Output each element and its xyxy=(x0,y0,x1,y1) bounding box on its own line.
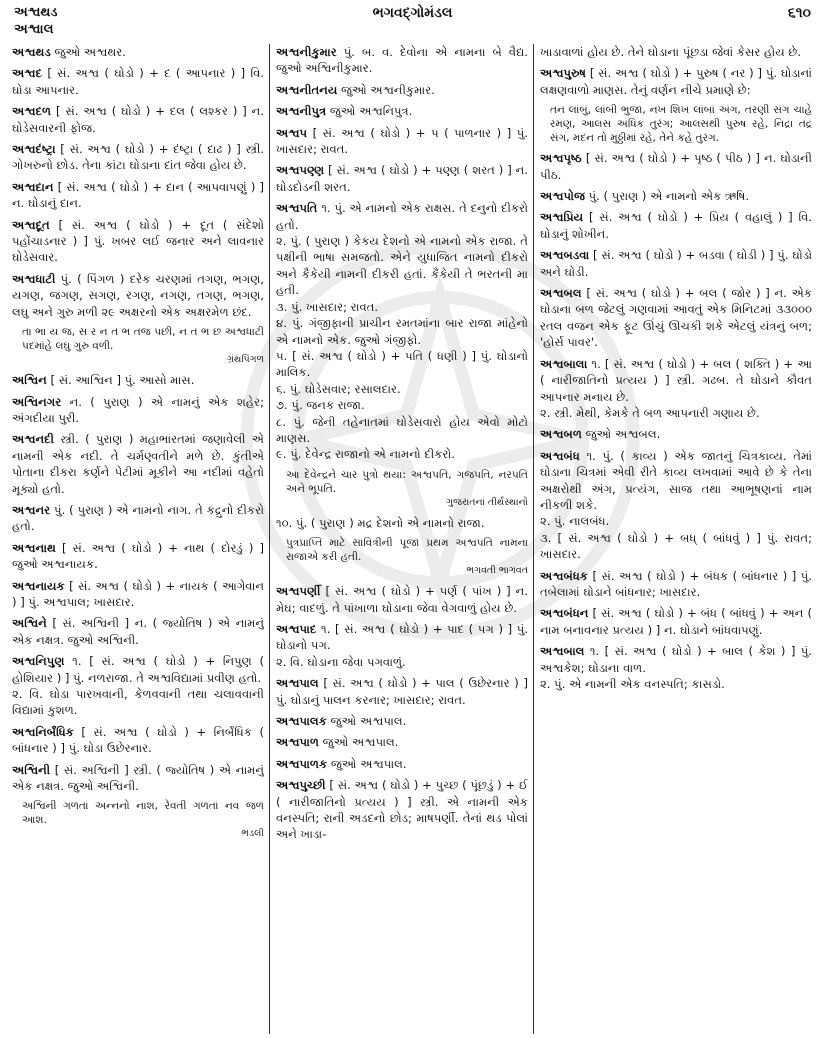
entry-headword: અશ્વબંધ xyxy=(540,448,580,463)
entry-headword: અશ્વધાટી xyxy=(12,271,56,286)
entry-headword: અશ્વનીકુમાર xyxy=(276,45,337,59)
dictionary-entry xyxy=(12,65,264,98)
entry-headword: અશ્વનદી xyxy=(12,432,54,447)
dictionary-entry xyxy=(540,65,812,98)
entry-definition: પું. બ. વ. દેવોના એ નામના બે વૈદ્ય. જુઓ અશ્વિનીકુમાર. xyxy=(276,45,528,76)
entry-definition: [ સં. અશ્વ ( ઘોડો ) + પ્રિય ( વહાલું ) ] વિ. ઘોડાનું શોખીન. xyxy=(540,210,812,241)
entry-definition: ન. ( પુરાણ ) એ નામનું એક શહેર; અંગદીયા પુરી. xyxy=(12,394,264,425)
entry-definition: [ સં. અશ્વ ( ઘોડો ) + નાયક ( આગેવાન ) ] પું. અશ્વપાલ; ખાસદાર. xyxy=(12,578,264,609)
entry-definition: ૧. [ સં. અશ્વ ( ઘોડો ) + બાલ ( કેશ ) ] પું. અશ્વકેશ; ઘોડાના વાળ. ૨. પું. એ નામની એક વનસ્પતિ; કાસડો. xyxy=(540,644,812,691)
entry-headword: અશ્વપણ્ણ xyxy=(276,163,325,178)
entry-definition: ૧. [ સં. અશ્વ ( ઘોડો ) + નિપુણ ( હોશિયાર ) ] પું. નળરાજા. તે અશ્વવિદ્યામાં પ્રવીણ હતો. ૨. વિ. ઘોડા પારખવાની, કેળવવાની તથા ચલાવવાની વિદ્યામાં કુશળ. xyxy=(12,654,264,718)
dictionary-entry xyxy=(12,578,264,611)
column-3 xyxy=(540,44,812,1034)
entry-definition: પું. ( પુરાણ ) એ નામનો નાગ. તે કદ્રુનો દીકરો હતો. xyxy=(12,502,264,534)
quotation-text: આ દેવેન્દ્રને ચાર પુત્રો થયા: અશ્વપતિ, ગજપતિ, નરપતિ અને ભૂપતિ. xyxy=(286,468,528,495)
entry-definition: પું. ( પિંગળ ) દરેક ચરણમાં તગણ, ભગણ, યગણ, જગણ, સગણ, રગણ, નગણ, તગણ, ભગણ, લઘુ અને ગુરુ મળી ૨૯ અક્ષરનો એક અક્ષરમેળ છંદ. xyxy=(12,271,264,319)
dictionary-entry xyxy=(276,621,528,670)
entry-definition: [ સં. અશ્વ ( ઘોડો ) + પ ( પાળનાર ) ] પું. ખાસદાર; રાવત. xyxy=(276,125,528,157)
entry-headword: અશ્વનિપુણ xyxy=(12,654,65,669)
entry-definition: જુઓ અશ્વપાલ. xyxy=(318,735,399,750)
entry-headword: અશ્વપ્રિય xyxy=(540,210,584,225)
entry-definition: [ સં. અશ્વિની ] સ્ત્રી. ( જ્યોતિષ ) એ નામનું એક નક્ષત્ર. જુઓ અશ્વિની. xyxy=(12,762,264,794)
entry-headword: અશ્વપ xyxy=(276,125,308,140)
entry-headword: અશ્વદ xyxy=(12,66,43,81)
quotation-source: ગ્રંથપિંગળ xyxy=(227,354,264,366)
entry-headword: અશ્વનાથ xyxy=(12,540,56,555)
dictionary-entry xyxy=(540,247,812,280)
column-2 xyxy=(276,44,528,1034)
entry-headword: અશ્વબળ xyxy=(540,427,582,442)
page-header xyxy=(0,0,825,44)
entry-definition: [ સં. આશ્વિન ] પું. આસો માસ. xyxy=(46,373,195,388)
dictionary-entry xyxy=(12,615,264,648)
entry-headword: અશ્વનર xyxy=(12,502,51,517)
entry-headword: અશ્વનિર્બંધિક xyxy=(12,724,74,739)
entry-quotation xyxy=(12,799,264,841)
book-title: ભગવદ્ગોમંડલ xyxy=(372,5,453,21)
entry-headword: અશ્વિને xyxy=(12,616,47,631)
entry-definition: [ સં. અશ્વ ( ઘોડો ) + પુરુષ ( નર ) ] પું. ઘોડાનાં લક્ષણવાળો માણસ. તેનું વર્ણન નીચે પ્રમાણે છે: xyxy=(540,66,812,97)
entry-definition: [ સં. અશ્વ ( ઘોડો ) + પાલ ( ઉછેરનાર ) ] પું. ઘોડાનું પાલન કરનાર; ખાસદાર; રાવત. xyxy=(276,676,528,707)
dictionary-entry xyxy=(540,356,812,422)
entry-definition: જુઓ અશ્વબલ. xyxy=(581,427,661,442)
entry-quotation xyxy=(276,468,528,510)
dictionary-entry xyxy=(12,103,264,136)
quotation-source: ગુજરાતનાં તીર્થસ્થાનો xyxy=(446,496,528,508)
dictionary-entry xyxy=(12,179,264,212)
entry-definition: પું. ( પુરાણ ) એ નામનો એક ઋષિ. xyxy=(584,189,750,204)
entry-definition: [ સં. અશ્વ ( ઘોડો ) + દલ ( લશ્કર ) ] ન. ઘોડેસવારની ફોજ. xyxy=(12,104,264,135)
dictionary-entry xyxy=(540,285,812,351)
dictionary-entry xyxy=(276,82,528,98)
dictionary-entry xyxy=(540,643,812,692)
entry-definition: ૧૦. પું. ( પુરાણ ) મદ્ર દેશનો એ નામનો રાજા. xyxy=(276,515,485,530)
entry-headword: અશ્વદંષ્ટ્રા xyxy=(12,142,56,157)
entry-headword: અશ્વદાન xyxy=(12,179,54,194)
quotation-text: પુત્રપ્રાપ્તિ માટે સાવિત્રીની પૂજા પ્રથમ અશ્વપતિ નામના રાજાએ કરી હતી. xyxy=(286,537,528,564)
entry-headword: અશ્વપતિ xyxy=(276,201,318,216)
entry-definition: [ સં. અશ્વ ( ઘોડો ) + દ ( આપનાર ) ] વિ. ઘોડા આપનાર. xyxy=(12,66,264,97)
dictionary-entry xyxy=(12,372,264,388)
entry-headword: અશ્વદળ xyxy=(12,104,52,119)
entry-definition: [ સં. અશ્વ ( ઘોડો ) + બડવા ( ઘોડી ) ] પું. ઘોડો અને ઘોડી. xyxy=(540,248,812,279)
dictionary-entry xyxy=(12,653,264,719)
entry-definition: ૧. [ સં. અશ્વ ( ઘોડો ) + પાદ ( પગ ) ] પું. ઘોડાનો પગ. ૨. વિ. ઘોડાના જેવા પગવાળું. xyxy=(276,621,528,669)
entry-headword: અશ્વબંધન xyxy=(540,606,589,621)
entry-definition: જુઓ અશ્વથર. xyxy=(50,45,126,59)
entry-headword: અશ્વબાલા xyxy=(540,356,588,371)
entry-headword: અશ્વબાલ xyxy=(540,644,585,659)
dictionary-entry xyxy=(12,394,264,427)
dictionary-entry xyxy=(276,756,528,772)
entry-headword: અશ્વપાળક xyxy=(276,756,328,771)
dictionary-entry xyxy=(12,44,264,60)
entry-definition: જુઓ અશ્વનીકુમાર. xyxy=(337,82,435,97)
entry-headword: અશ્વબલ xyxy=(540,286,582,301)
entry-headword: અશ્વબડવા xyxy=(540,248,590,263)
entry-definition: [ સં. અશ્વ ( ઘોડો ) + પુચ્છ ( પૂંછડું ) + ઈ ( નારીજાતિનો પ્રત્યય ) ] સ્ત્રી. એ નામની એક વનસ્પતિ; રાની અડદનો છોડ; માષપર્ણી. તેનાં થડ પોલાં અને ખાડા- xyxy=(276,778,528,842)
entry-definition: [ સં. અશ્વ ( ઘોડો ) + નાથ ( દોરડું ) ] જુઓ અશ્વનાયક. xyxy=(12,540,264,572)
dictionary-entry xyxy=(540,44,812,60)
entry-headword: અશ્વપૃષ્ઠ xyxy=(540,151,582,166)
entry-definition: [ સં. અશ્વ ( ઘોડો ) + પણ્ણ ( શરત ) ] ન. ઘોડદોડની શરત. xyxy=(276,163,528,194)
column-divider xyxy=(269,44,270,1034)
dictionary-entry xyxy=(276,103,528,119)
entry-definition: [ સં. અશ્વ ( ઘોડો ) + દૂત ( સંદેશો પહોંચાડનાર ) ] પું. ખબર લઈ જનાર અને લાવનાર ઘોડેસવાર. xyxy=(12,217,264,265)
entry-definition: જુઓ અશ્વપાલ. xyxy=(327,756,407,771)
entry-headword: અશ્વનાયક xyxy=(12,578,65,593)
dictionary-entry xyxy=(276,200,528,463)
entry-headword: અશ્વપુરુષ xyxy=(540,66,587,81)
entry-headword: અશ્વબંધક xyxy=(540,568,588,583)
entry-definition: ૧. પું. ( કાવ્ય ) એક જાતનું ચિત્રકાવ્ય. તેમાં ઘોડાના ચિત્રમાં એવી રીતે કાવ્ય લખવામાં આવે છે કે તેના અક્ષરોથી અંગ, પ્રત્યંગ, સાજ તથા આભૂષણનાં નામ નીકળી શકે. ૨. પું. નાલબંધ. ૩. [ સં. અશ્વ ( ઘોડો ) + બધ્ ( બાંધવું ) ] પું. રાવત; ખાસદાર. xyxy=(540,448,812,562)
entry-headword: અશ્વથડ xyxy=(12,45,51,59)
entry-headword: અશ્વપાલ xyxy=(276,676,319,691)
dictionary-entry xyxy=(540,188,812,204)
entry-definition: સ્ત્રી. ( પુરાણ ) મહાભારતમાં જણાવેલી એ નામની એક નદી. તે ચર્મણ્વતીને મળે છે. કુંતીએ પોતાના દીકરા કર્ણને પેટીમાં મૂકીને આ નદીમાં વહેતો મૂક્યો હતો. xyxy=(12,432,264,496)
dictionary-entry xyxy=(276,675,528,708)
entry-headword: અશ્વનીતનય xyxy=(276,82,338,97)
dictionary-entry xyxy=(12,724,264,757)
quotation-text: અશ્વિની ગળતાં અન્નનો નાશ, રેવતી ગળતાં નવ જળ આશ. xyxy=(22,800,264,827)
dictionary-entry xyxy=(12,502,264,535)
dictionary-entry xyxy=(540,605,812,638)
entry-definition: [ સં. અશ્વિની ] ન. ( જ્યોતિષ ) એ નામનું એક નક્ષત્ર. જુઓ અશ્વિની. xyxy=(12,616,264,647)
entry-definition: [ સં. અશ્વ ( ઘોડો ) + બલ ( જોર ) ] ન. એક ઘોડાના બળ જેટલું ગણવામાં આવતું એક મિનિટમાં ૩૩૦૦૦ રતલ વજન એક ફૂટ ઊંચું ઊચકી શકે એટલું યંત્રનું બળ; 'હોર્સ પાવર'. xyxy=(540,286,812,350)
entry-definition: [ સં. અશ્વ ( ઘોડો ) + દાન ( આપવાપણું ) ] ન. ઘોડાનું દાન. xyxy=(12,179,264,211)
guide-word-first: અશ્વથડ xyxy=(14,5,58,20)
dictionary-entry xyxy=(12,271,264,320)
quotation-source: ભડલી xyxy=(241,828,264,840)
quotation-text: તન લાંબું, લાંબી ભુજા, નખ શિખ લાંબાં અંગ, તરણી સંગ ચાહે રમણ, આલસ અધિક તુરંગ; આલસથી પુરુષ રહે, નિદ્રા તદ્ર સંગ, મદન તો મુઠ્ઠીમાં રહે, તેને કહે તુરંગ. xyxy=(550,104,812,145)
dictionary-entry xyxy=(276,583,528,616)
entry-headword: અશ્વદૂત xyxy=(12,217,50,232)
entry-quotation xyxy=(540,103,812,145)
entry-definition: [ સં. અશ્વ ( ઘોડો ) + નિર્બંધિક ( બાંધનાર ) ] પું. ઘોડા ઉછેરનાર. xyxy=(12,724,264,756)
dictionary-entry xyxy=(540,426,812,442)
entry-headword: અશ્વિન xyxy=(12,373,47,388)
entry-definition: ખાડાવાળાં હોય છે. તેને ઘોડાના પૂંછડા જેવાં કેસર હોય છે. xyxy=(540,45,802,59)
page-number: ૬૧૦ xyxy=(787,5,811,21)
entry-headword: અશ્વપાલક xyxy=(276,714,327,728)
entry-headword: અશ્વપાદ xyxy=(276,621,317,636)
quotation-source: ભગવતી ભાગવત xyxy=(466,565,528,577)
dictionary-entry xyxy=(540,448,812,563)
entry-definition: જુઓ અશ્વપાલ. xyxy=(326,714,407,728)
entry-headword: અશ્વપુચ્છી xyxy=(276,778,326,793)
dictionary-entry xyxy=(276,713,528,729)
entry-headword: અશ્વિનગર xyxy=(12,394,62,409)
entry-definition: ૧. [ સં. અશ્વ ( ઘોડો ) + બલ ( શક્તિ ) + આ ( નારીજાતિનો પ્રત્યય ) ] સ્ત્રી. ગઢબ. તે ઘોડાને કૌવત આપનાર મનાય છે. ૨. સ્ત્રી. મેથી, કેમકે તે બળ આપનારી ગણાય છે. xyxy=(540,356,812,420)
entry-definition: જુઓ અશ્વનિપુત્ર. xyxy=(326,104,413,119)
dictionary-entry xyxy=(540,150,812,183)
entry-definition: [ સં. અશ્વ ( ઘોડો ) + દંષ્ટ્રા ( દાઢ ) ] સ્ત્રી. ગોખરુનો છોડ. તેના કાંટા ઘોડાના દાંત જેવા હોય છે. xyxy=(12,142,264,173)
entry-definition: ૧. પું. એ નામનો એક રાક્ષસ. તે દનુનો દીકરો હતો. ૨. પું. ( પુરાણ ) કેકય દેશનો એ નામનો એક રાજા. તે પક્ષીની ભાષા સમજતો. એને યુધાજિત નામનો દીકરો અને કૈકેયી નામની દીકરી હતાં. કૈકેયી તે ભરતની મા હતી. ૩. પું. ખાસદાર; રાવત. ૪. પું. ગંજીફાની પ્રાચીન રમતમાંના બાર રાજા માંહેનો એ નામનો એક. જુઓ ગંજીફો. ૫. [ સં. અશ્વ ( ઘોડો ) + પતિ ( ધણી ) ] પું. ઘોડાનો માલિક. ૬. પું. ઘોડેસવાર; રસાલદાર. ૭. પું. જનક રાજા. ૮. પું. જેની તહેનાતમાં ઘોડેસવારો હોય એવો મોટો માણસ. ૯. પું. દેવેન્દ્ર રાજાનો એ નામનો દીકરો. xyxy=(276,201,528,462)
dictionary-entry xyxy=(276,777,528,843)
guide-word-last: અશ્વાલ xyxy=(14,22,54,37)
entry-quotation xyxy=(12,325,264,367)
column-1 xyxy=(12,44,264,1034)
quotation-text: તા ભા ય જ, સ ર ન ત ભ તજ પછી, ન ત ભ છ અશ્વધાટી પદમાંહે લઘુ ગુરુ વળી. xyxy=(22,326,264,353)
entry-headword: અશ્વનીપુત્ર xyxy=(276,104,327,119)
dictionary-entry xyxy=(12,217,264,266)
entry-headword: અશ્વપર્ણી xyxy=(276,584,321,599)
entry-headword: અશ્વપોજ xyxy=(540,189,585,204)
dictionary-entry xyxy=(540,209,812,242)
dictionary-entry xyxy=(12,762,264,795)
dictionary-entry xyxy=(540,568,812,601)
dictionary-entry xyxy=(276,44,528,77)
dictionary-entry xyxy=(12,141,264,174)
column-divider xyxy=(533,44,534,1034)
dictionary-entry xyxy=(12,540,264,573)
entry-quotation xyxy=(276,536,528,578)
entry-headword: અશ્વિની xyxy=(12,762,51,777)
dictionary-entry xyxy=(276,734,528,750)
dictionary-entry xyxy=(276,162,528,195)
entry-definition: [ સં. અશ્વ ( ઘોડો ) + પૃષ્ઠ ( પીઠ ) ] ન. ઘોડાની પીઠ. xyxy=(540,151,812,182)
dictionary-entry xyxy=(12,431,264,497)
entry-definition: [ સં. અશ્વ ( ઘોડો ) + પર્ણ ( પાંખ ) ] ન. મેઘ; વાદળું. તે પાંખાળા ઘોડાના જેવા વેગવાળું હોય છે. xyxy=(276,584,528,615)
entry-headword: અશ્વપાળ xyxy=(276,735,319,750)
dictionary-entry xyxy=(276,515,528,531)
dictionary-entry xyxy=(276,125,528,158)
entry-definition: [ સં. અશ્વ ( ઘોડો ) + બંધક ( બાંધનાર ) ] પું. તબેલામાં ઘોડાને બાંધનાર; ખાસદાર. xyxy=(540,568,812,599)
entry-definition: [ સં. અશ્વ ( ઘોડો ) + બંધ ( બાંધવું ) + અન ( નામ બનાવનાર પ્રત્યય ) ] ન. ઘોડાને બાંધવાપણું. xyxy=(540,606,812,637)
